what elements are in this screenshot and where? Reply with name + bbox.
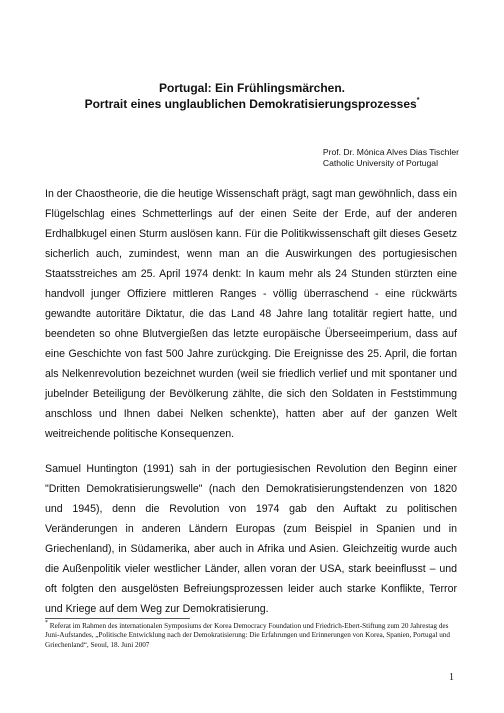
author-name: Prof. Dr. Mónica Alves Dias Tischler	[322, 147, 459, 157]
title-line-2	[0, 96, 504, 112]
body-paragraph-1: In der Chaostheorie, die die heutige Wissenschaft prägt, sagt man gewöhnlich, dass ein Flügelschlag eines Schmetterlings auf der einen Seite der Erde, auf der anderen Erdhalbkugel einen Sturm auslösen kann. Für die Politikwissenschaft gilt dieses Gesetz sicherlich auch, zumindest, wenn man an die Auswirkungen des portugiesischen Staatsstreiches am 25. April 1974 denkt: In kaum mehr als 24 Stunden stürzten eine handvoll junger Offiziere mittleren Ranges - völlig überraschend - eine rückwärts gewandte autoritäre Diktatur, die das Land 48 Jahre lang totalitär regiert hatte, und beendeten so ohne Blutvergießen das letzte europäische Überseeimperium, dass auf eine Geschichte von fast 500 Jahre zurückging. Die Ereignisse des 25. April, die fortan als Nelkenrevolution bezeichnet wurden (weil sie friedlich verlief und mit spontaner und jubelnder Beteiligung der Bevölkerung zählte, die sich den Soldaten in Feststimmung anschloss und Ihnen dabei Nelken schenkte), hatten aber auf der ganzen Welt weitreichende politische Konsequenzen.	[45, 188, 457, 440]
page-number: 1	[449, 672, 454, 683]
author-block	[323, 147, 459, 169]
title-line-2-text: Portrait eines unglaublichen Demokratisierungsprozesses	[84, 97, 417, 111]
body-paragraph-2: Samuel Huntington (1991) sah in der portugiesischen Revolution den Beginn einer "Dritten Demokratisierungswelle" (nach den Demokratisierungstendenzen von 1820 und 1945), denn die Revolution von 1974 gab den Auftakt zu politischen Veränderungen in anderen Ländern Europas (zum Beispiel in Spanien und in Griechenland), in Südamerika, aber auch in Afrika und Asien. Gleichzeitig wurde auch die Außenpolitik vieler westlicher Länder, allen voran der USA, stark beeinflusst – und oft folgten den ausgelösten Befreiungsprozessen leider auch starke Konflikte, Terror und Kriege auf dem Weg zur Demokratisierung.	[45, 463, 457, 615]
footnote-divider	[45, 618, 190, 619]
footnote	[45, 619, 460, 650]
footnote-marker: *	[45, 619, 48, 626]
title-footnote-marker: *	[416, 97, 420, 104]
author-affiliation: Catholic University of Portugal	[322, 158, 438, 168]
footnote-text: Referat im Rahmen des internationalen Symposiums der Korea Democracy Foundation und Friedrich-Ebert-Stiftung zum 20 Jahrestag des Juni-Aufstandes, „Politische Entwicklung nach der Demokratisierung: Die Erfahrungen und Erinnerungen von Korea, Spanien, Portugal und Griechenland“, Seoul, 18. Juni 2007	[45, 622, 450, 649]
document-title	[0, 80, 504, 112]
title-line-1: Portugal: Ein Frühlingsmärchen.	[158, 81, 346, 95]
